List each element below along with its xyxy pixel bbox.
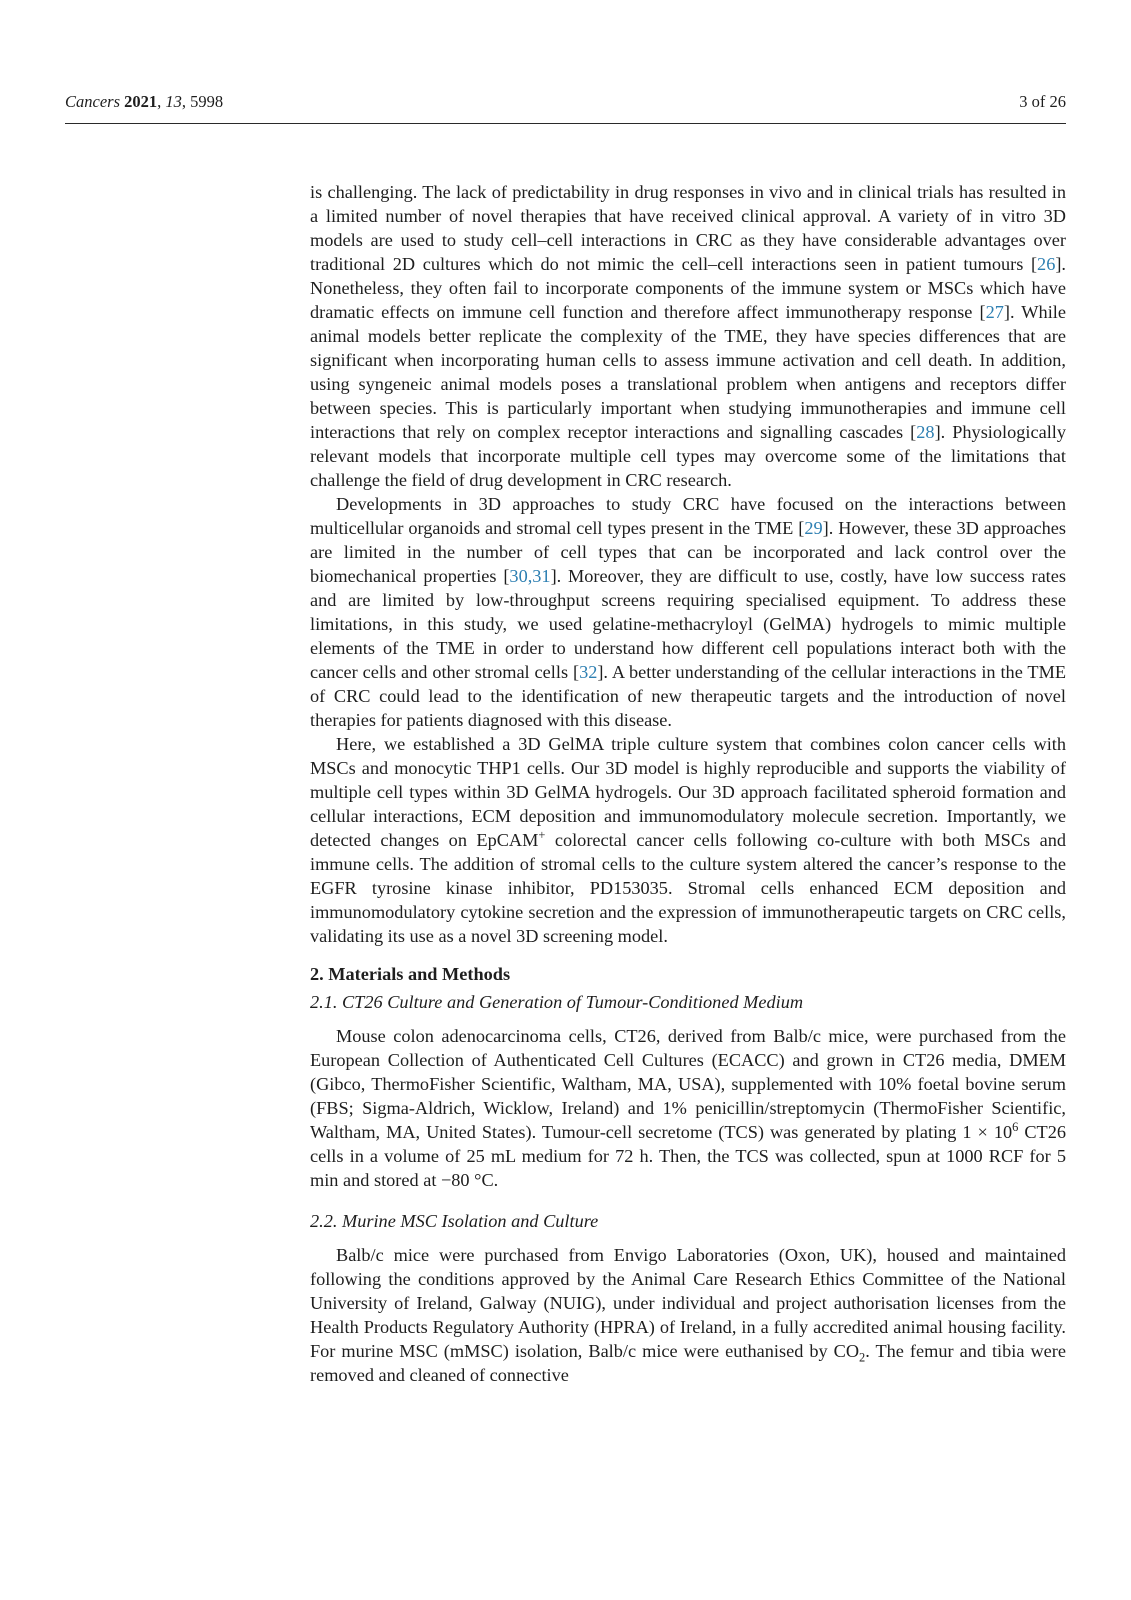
citation-link[interactable]: 28 — [916, 422, 935, 442]
superscript: + — [538, 827, 546, 842]
paragraph-triple-culture-summary: Here, we established a 3D GelMA triple culture system that combines colon cancer cells with MSCs and monocytic THP1 cells. Our 3D model is highly reproducible and supports the viability of multiple cell types within 3D GelMA hydrogels. Our 3D approach facilitated spheroid formation and cellular interactions, ECM deposition and immunomodulatory molecule secretion. Importantly, we detected changes on EpCAM+ colorectal cancer cells following co-culture with both MSCs and immune cells. The addition of stromal cells to the culture system altered the cancer’s response to the EGFR tyrosine kinase inhibitor, PD153035. Stromal cells enhanced ECM deposition and immunomodulatory cytokine secretion and the expression of immunotherapeutic targets on CRC cells, validating its use as a novel 3D screening model. — [310, 734, 1066, 946]
paragraph-msc-isolation: Balb/c mice were purchased from Envigo Laboratories (Oxon, UK), housed and maintained following the conditions approved by the Animal Care Research Ethics Committee of the National University of Ireland, Galway (NUIG), under individual and project authorisation licenses from the Health Products Regulatory Authority (HPRA) of Ireland, in a fully accredited animal housing facility. For murine MSC (mMSC) isolation, Balb/c mice were euthanised by $CO_2$. The femur and tibia were removed and cleaned of connective — [310, 1245, 1066, 1385]
citation-link[interactable]: 32 — [579, 662, 598, 682]
journal-reference: Cancers 2021, 13, 5998 — [65, 92, 224, 111]
subscript: 2 — [859, 1350, 866, 1365]
subsection-heading-ct26-culture: 2.1. CT26 Culture and Generation of Tumour-Conditioned Medium — [310, 992, 804, 1012]
citation-link[interactable]: 29 — [804, 518, 823, 538]
superscript: 6 — [1012, 1119, 1019, 1134]
citation-link[interactable]: 27 — [985, 302, 1004, 322]
section-heading-materials-and-methods: 2. Materials and Methods — [310, 964, 511, 984]
citation-link[interactable]: 30,31 — [509, 566, 551, 586]
header-rule — [65, 123, 1066, 124]
page-header — [65, 92, 1066, 112]
paragraph-intro-continuation: is challenging. The lack of predictability in drug responses in vivo and in clinical trials has resulted in a limited number of novel therapies that have received clinical approval. A variety of in vitro 3D models are used to study cell–cell interactions in CRC as they have considerable advantages over traditional 2D cultures which do not mimic the cell–cell interactions seen in patient tumours [26]. Nonetheless, they often fail to incorporate components of the immune system or MSCs which have dramatic effects on immune cell function and therefore affect immunotherapy response [27]. While animal models better replicate the complexity of the TME, they have species differences that are significant when incorporating human cells to assess immune activation and cell death. In addition, using syngeneic animal models poses a translational problem when antigens and receptors differ between species. This is particularly important when studying immunotherapies and immune cell interactions that rely on complex receptor interactions and signalling cascades [28]. Physiologically relevant models that incorporate multiple cell types may overcome some of the limitations that challenge the field of drug development in CRC research. — [310, 182, 1066, 490]
article-body — [310, 180, 1066, 1387]
paragraph-ct26-culture: Mouse colon adenocarcinoma cells, CT26, derived from Balb/c mice, were purchased from the European Collection of Authenticated Cell Cultures (ECACC) and grown in CT26 media, DMEM (Gibco, ThermoFisher Scientific, Waltham, MA, USA), supplemented with 10% foetal bovine serum (FBS; Sigma-Aldrich, Wicklow, Ireland) and 1% penicillin/streptomycin (ThermoFisher Scientific, Waltham, MA, United States). Tumour-cell secretome (TCS) was generated by plating $1 \times 10^6$ CT26 cells in a volume of 25 mL medium for 72 h. Then, the TCS was collected, spun at 1000 RCF for 5 min and stored at −80 °C. — [310, 1026, 1066, 1190]
subsection-heading-murine-msc: 2.2. Murine MSC Isolation and Culture — [310, 1211, 599, 1231]
citation-link[interactable]: 26 — [1037, 254, 1056, 274]
page-number: 3 of 26 — [1019, 92, 1066, 111]
paragraph-3d-approaches: Developments in 3D approaches to study CRC have focused on the interactions between multicellular organoids and stromal cell types present in the TME [29]. However, these 3D approaches are limited in the number of cell types that can be incorporated and lack control over the biomechanical properties [30,31]. Moreover, they are difficult to use, costly, have low success rates and are limited by low-throughput screens requiring specialised equipment. To address these limitations, in this study, we used gelatine-methacryloyl (GelMA) hydrogels to mimic multiple elements of the TME in order to understand how different cell populations interact both with the cancer cells and other stromal cells [32]. A better understanding of the cellular interactions in the TME of CRC could lead to the identification of new therapeutic targets and the introduction of novel therapies for patients diagnosed with this disease. — [310, 494, 1066, 730]
